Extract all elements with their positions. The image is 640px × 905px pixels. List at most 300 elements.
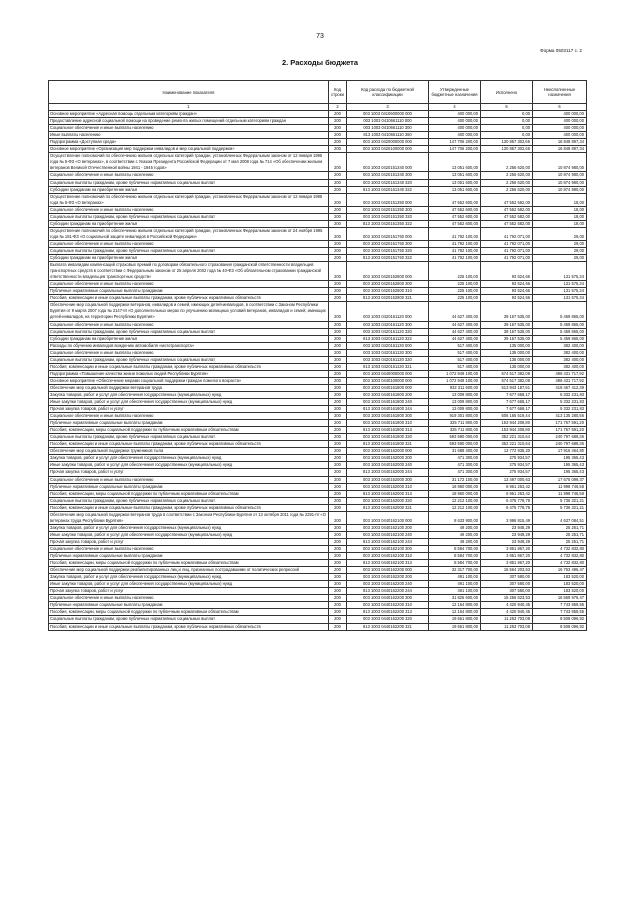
- table-row: [49, 288, 587, 295]
- row-budget-code-cell: 003 1003 0440162000 200: [347, 455, 429, 462]
- row-executed-cell: 2 256 620,00: [481, 153, 533, 172]
- row-unexecuted-cell: 25 251,71: [533, 531, 587, 538]
- row-budget-code-cell: 003 1003 0440000000 000: [347, 370, 429, 377]
- row-executed-cell: 275 934,57: [481, 455, 533, 462]
- row-approved-cell: 19 661 800,00: [429, 623, 481, 630]
- row-line-code-cell: 200: [329, 623, 347, 630]
- row-budget-code-cell: 003 1003 0420151340 300: [347, 172, 429, 179]
- row-unexecuted-cell: 418 467 412,39: [533, 384, 587, 391]
- table-row: [49, 391, 587, 398]
- row-line-code-cell: 200: [329, 213, 347, 220]
- row-budget-code-cell: 813 1003 0420161130 321: [347, 363, 429, 370]
- row-budget-code-cell: 003 1003 0410661110 000: [347, 118, 429, 125]
- row-line-code-cell: 200: [329, 328, 347, 335]
- row-unexecuted-cell: 400 000,00: [533, 132, 587, 139]
- row-budget-code-cell: 003 1003 0420161120 000: [347, 302, 429, 321]
- row-line-code-cell: 200: [329, 588, 347, 595]
- row-unexecuted-cell: 10 874 980,00: [533, 179, 587, 186]
- row-executed-cell: 506 165 519,44: [481, 413, 533, 420]
- row-unexecuted-cell: 17 916 464,80: [533, 448, 587, 455]
- row-name-cell: Обеспечение мер социальной поддержки ветеранов труда в соответствии с Законом Республики Бурятия от 13 октября 2011 года № 2291-IV «О ветеранах труда Республики Бурятия»: [49, 511, 329, 524]
- table-row: [49, 377, 587, 384]
- row-name-cell: Социальные выплаты гражданам, кроме публичных нормативных социальных выплат: [49, 179, 329, 186]
- row-unexecuted-cell: 8 508 096,92: [533, 616, 587, 623]
- row-executed-cell: 4 420 940,45: [481, 602, 533, 609]
- row-executed-cell: 47 552 582,00: [481, 213, 533, 220]
- row-approved-cell: 325 711 800,00: [429, 420, 481, 427]
- row-executed-cell: 135 000,00: [481, 342, 533, 349]
- row-budget-code-cell: 813 1003 0440162100 313: [347, 560, 429, 567]
- row-line-code-cell: 200: [329, 206, 347, 213]
- row-unexecuted-cell: 195 365,43: [533, 462, 587, 469]
- table-row: [49, 193, 587, 206]
- page-number: 73: [316, 33, 324, 40]
- row-approved-cell: 400 000,00: [429, 111, 481, 118]
- table-row: [49, 560, 587, 567]
- table-row: [49, 399, 587, 406]
- row-budget-code-cell: 003 1003 0440162200 300: [347, 595, 429, 602]
- row-budget-code-cell: 003 1003 0440162000 310: [347, 483, 429, 490]
- row-line-code-cell: 200: [329, 179, 347, 186]
- row-name-cell: Субсидии гражданам на приобретение жилья: [49, 255, 329, 262]
- col-header-line-code: Код строки: [329, 81, 347, 104]
- row-unexecuted-cell: 18,00: [533, 220, 587, 227]
- row-name-cell: Прочая закупка товаров, работ и услуг: [49, 588, 329, 595]
- table-row: [49, 220, 587, 227]
- row-approved-cell: 44 627 400,00: [429, 321, 481, 328]
- row-approved-cell: 13 051 600,00: [429, 172, 481, 179]
- row-executed-cell: 6 475 778,79: [481, 497, 533, 504]
- row-approved-cell: 471 300,00: [429, 469, 481, 476]
- row-executed-cell: 0,00: [481, 132, 533, 139]
- row-budget-code-cell: 003 1003 0420151760 320: [347, 247, 429, 254]
- row-executed-cell: 47 552 582,00: [481, 220, 533, 227]
- row-executed-cell: 0,00: [481, 125, 533, 132]
- row-approved-cell: 517 400,00: [429, 363, 481, 370]
- row-budget-code-cell: 003 1003 0420152800 300: [347, 281, 429, 288]
- row-unexecuted-cell: 400 000,00: [533, 111, 587, 118]
- row-name-cell: Закупка товаров, работ и услуг для обеспечения государственных (муниципальных) нужд: [49, 455, 329, 462]
- row-executed-cell: 130 857 302,66: [481, 139, 533, 146]
- row-name-cell: Основное мероприятие «Адресная помощь отдельным категориям граждан»: [49, 111, 329, 118]
- row-unexecuted-cell: 382 400,00: [533, 342, 587, 349]
- row-line-code-cell: 200: [329, 295, 347, 302]
- row-name-cell: Иные закупки товаров, работ и услуг для обеспечения государственных (муниципальных) нужд: [49, 399, 329, 406]
- row-approved-cell: 18 960 000,00: [429, 483, 481, 490]
- row-budget-code-cell: 003 1003 0440161800 310: [347, 420, 429, 427]
- row-unexecuted-cell: 11 998 746,58: [533, 490, 587, 497]
- table-row: [49, 469, 587, 476]
- row-unexecuted-cell: 18,00: [533, 193, 587, 206]
- row-name-cell: Социальное обеспечение и иные выплаты населению: [49, 206, 329, 213]
- row-executed-cell: 7 677 668,17: [481, 406, 533, 413]
- row-name-cell: Пособия, компенсации, меры социальной поддержки по публичным нормативным обязательствам: [49, 560, 329, 567]
- col-number: 5: [481, 104, 533, 111]
- row-unexecuted-cell: 382 400,00: [533, 356, 587, 363]
- row-executed-cell: 39 167 535,00: [481, 321, 533, 328]
- table-row: [49, 546, 587, 553]
- row-line-code-cell: 200: [329, 172, 347, 179]
- row-name-cell: Социальное обеспечение и иные выплаты населению: [49, 125, 329, 132]
- row-line-code-cell: 200: [329, 118, 347, 125]
- row-approved-cell: 225 100,00: [429, 295, 481, 302]
- row-approved-cell: 400 000,00: [429, 118, 481, 125]
- table-row: [49, 427, 587, 434]
- table-row: [49, 179, 587, 186]
- row-approved-cell: 932 311 600,00: [429, 384, 481, 391]
- table-row: [49, 213, 587, 220]
- row-budget-code-cell: 813 1003 0420151340 322: [347, 186, 429, 193]
- row-unexecuted-cell: 171 767 591,20: [533, 420, 587, 427]
- row-budget-code-cell: 003 1003 0440162200 320: [347, 616, 429, 623]
- column-number-row: [49, 104, 587, 111]
- row-executed-cell: 15 564 203,53: [481, 567, 533, 574]
- row-unexecuted-cell: 16 848 897,34: [533, 146, 587, 153]
- row-approved-cell: 32 317 700,00: [429, 567, 481, 574]
- row-executed-cell: 0,00: [481, 111, 533, 118]
- row-approved-cell: 47 552 600,00: [429, 193, 481, 206]
- row-approved-cell: 593 590 000,00: [429, 434, 481, 441]
- row-unexecuted-cell: 25 251,71: [533, 538, 587, 545]
- row-name-cell: Закупка товаров, работ и услуг для обеспечения государственных (муниципальных) нужд: [49, 391, 329, 398]
- row-approved-cell: 41 792 100,00: [429, 240, 481, 247]
- row-executed-cell: 153 944 208,80: [481, 420, 533, 427]
- table-row: [49, 132, 587, 139]
- table-header-row: [49, 81, 587, 104]
- row-budget-code-cell: 003 1003 0440162000 320: [347, 497, 429, 504]
- row-name-cell: Закупка товаров, работ и услуг для обеспечения государственных (муниципальных) нужд: [49, 524, 329, 531]
- row-budget-code-cell: 003 1003 0440162000 300: [347, 476, 429, 483]
- row-unexecuted-cell: 18,00: [533, 213, 587, 220]
- row-budget-code-cell: 813 1003 0440161800 244: [347, 406, 429, 413]
- row-line-code-cell: 200: [329, 391, 347, 398]
- table-row: [49, 118, 587, 125]
- row-name-cell: Социальное обеспечение и иные выплаты населению: [49, 281, 329, 288]
- row-executed-cell: 41 792 071,00: [481, 255, 533, 262]
- row-approved-cell: 13 009 800,00: [429, 391, 481, 398]
- row-unexecuted-cell: 498 431 717,92: [533, 370, 587, 377]
- table-row: [49, 616, 587, 623]
- table-row: [49, 476, 587, 483]
- row-name-cell: Пособия, компенсации и иные социальные выплаты гражданам, кроме публичных нормативных обязательств: [49, 504, 329, 511]
- row-line-code-cell: 200: [329, 609, 347, 616]
- row-budget-code-cell: 003 1003 0440162100 300: [347, 546, 429, 553]
- row-budget-code-cell: 813 1003 0420152800 321: [347, 295, 429, 302]
- row-executed-cell: 352 221 310,64: [481, 441, 533, 448]
- row-executed-cell: 93 524,66: [481, 295, 533, 302]
- row-executed-cell: 275 934,57: [481, 462, 533, 469]
- row-unexecuted-cell: 16 569 976,47: [533, 595, 587, 602]
- row-executed-cell: 513 843 187,61: [481, 384, 533, 391]
- row-approved-cell: 471 300,00: [429, 462, 481, 469]
- row-executed-cell: 307 580,00: [481, 581, 533, 588]
- row-line-code-cell: 200: [329, 227, 347, 240]
- row-budget-code-cell: 003 1003 0420100000 000: [347, 146, 429, 153]
- table-row: [49, 553, 587, 560]
- row-approved-cell: 49 200,00: [429, 538, 481, 545]
- row-line-code-cell: 200: [329, 524, 347, 531]
- row-unexecuted-cell: 5 736 321,21: [533, 497, 587, 504]
- row-name-cell: Социальное обеспечение и иные выплаты населению: [49, 172, 329, 179]
- row-approved-cell: 8 584 700,00: [429, 546, 481, 553]
- row-executed-cell: 7 677 668,17: [481, 391, 533, 398]
- row-approved-cell: 13 009 800,00: [429, 406, 481, 413]
- row-executed-cell: 574 517 382,08: [481, 370, 533, 377]
- row-budget-code-cell: 003 1003 0440162000 240: [347, 462, 429, 469]
- row-name-cell: Основное мероприятие «Организация мер поддержки инвалидов и мер социальной поддержки»: [49, 146, 329, 153]
- row-name-cell: Пособия, компенсации и иные социальные выплаты гражданам, кроме публичных нормативных обязательств: [49, 623, 329, 630]
- row-executed-cell: 2 256 620,00: [481, 179, 533, 186]
- table-row: [49, 328, 587, 335]
- row-line-code-cell: 200: [329, 288, 347, 295]
- row-line-code-cell: 200: [329, 581, 347, 588]
- row-budget-code-cell: 003 1003 0420161120 300: [347, 321, 429, 328]
- row-unexecuted-cell: 4 732 832,80: [533, 553, 587, 560]
- row-name-cell: Публичные нормативные социальные выплаты гражданам: [49, 602, 329, 609]
- row-name-cell: Субсидии гражданам на приобретение жилья: [49, 186, 329, 193]
- table-row: [49, 281, 587, 288]
- table-row: [49, 321, 587, 328]
- row-approved-cell: 400 000,00: [429, 132, 481, 139]
- row-line-code-cell: 200: [329, 420, 347, 427]
- row-unexecuted-cell: 400 000,00: [533, 125, 587, 132]
- row-budget-code-cell: 003 1003 0440162100 000: [347, 511, 429, 524]
- row-unexecuted-cell: 400 000,00: [533, 118, 587, 125]
- row-budget-code-cell: 003 1003 0420152800 000: [347, 262, 429, 281]
- table-row: [49, 255, 587, 262]
- row-approved-cell: 31 826 600,00: [429, 595, 481, 602]
- row-executed-cell: 130 857 302,66: [481, 146, 533, 153]
- row-unexecuted-cell: 16 753 496,47: [533, 567, 587, 574]
- row-line-code-cell: 200: [329, 335, 347, 342]
- row-line-code-cell: 200: [329, 546, 347, 553]
- table-row: [49, 602, 587, 609]
- table-row: [49, 623, 587, 630]
- row-approved-cell: 13 009 800,00: [429, 399, 481, 406]
- row-line-code-cell: 200: [329, 146, 347, 153]
- row-budget-code-cell: 813 1003 0440162000 313: [347, 490, 429, 497]
- row-name-cell: Осуществление полномочий по обеспечению жильем отдельных категорий граждан, установленных Федеральным законом от 24 ноября 1995 года № 181-ФЗ «О социальной защите инвалидов в Российской Федерации»: [49, 227, 329, 240]
- row-unexecuted-cell: 29,00: [533, 255, 587, 262]
- row-approved-cell: 147 706 200,00: [429, 139, 481, 146]
- row-line-code-cell: 200: [329, 220, 347, 227]
- row-unexecuted-cell: 18,00: [533, 206, 587, 213]
- row-unexecuted-cell: 4 732 832,80: [533, 560, 587, 567]
- table-row: [49, 490, 587, 497]
- row-unexecuted-cell: 5 332 231,83: [533, 406, 587, 413]
- row-line-code-cell: 200: [329, 384, 347, 391]
- row-approved-cell: 47 552 600,00: [429, 220, 481, 227]
- row-approved-cell: 41 792 100,00: [429, 247, 481, 254]
- row-approved-cell: 517 400,00: [429, 356, 481, 363]
- row-name-cell: Социальные выплаты гражданам, кроме публичных нормативных социальных выплат: [49, 247, 329, 254]
- row-name-cell: Публичные нормативные социальные выплаты гражданам: [49, 553, 329, 560]
- row-line-code-cell: 200: [329, 462, 347, 469]
- expenses-table: [48, 80, 587, 631]
- row-name-cell: Иные закупки товаров, работ и услуг для обеспечения государственных (муниципальных) нужд: [49, 462, 329, 469]
- row-approved-cell: 400 000,00: [429, 125, 481, 132]
- row-budget-code-cell: 813 1003 0440162200 313: [347, 609, 429, 616]
- row-name-cell: Иные закупки товаров, работ и услуг для обеспечения государственных (муниципальных) нужд: [49, 531, 329, 538]
- row-line-code-cell: 200: [329, 193, 347, 206]
- row-line-code-cell: 200: [329, 490, 347, 497]
- row-unexecuted-cell: 5 459 865,00: [533, 302, 587, 321]
- row-budget-code-cell: 813 1003 0420151760 322: [347, 255, 429, 262]
- row-approved-cell: 13 051 600,00: [429, 179, 481, 186]
- row-executed-cell: 3 851 867,20: [481, 560, 533, 567]
- table-row: [49, 363, 587, 370]
- table-row: [49, 462, 587, 469]
- row-budget-code-cell: 003 1003 0410600000 000: [347, 111, 429, 118]
- row-approved-cell: 491 100,00: [429, 588, 481, 595]
- row-executed-cell: 23 948,29: [481, 531, 533, 538]
- table-row: [49, 448, 587, 455]
- row-executed-cell: 39 167 535,00: [481, 335, 533, 342]
- table-row: [49, 139, 587, 146]
- row-line-code-cell: 200: [329, 567, 347, 574]
- row-executed-cell: 39 167 535,00: [481, 302, 533, 321]
- row-budget-code-cell: 003 1003 0440162200 200: [347, 574, 429, 581]
- col-header-budget-code: Код расхода по бюджетной классификации: [347, 81, 429, 104]
- row-budget-code-cell: 003 1003 0420161130 300: [347, 349, 429, 356]
- section-title: 2. Расходы бюджета: [281, 58, 359, 67]
- row-unexecuted-cell: 8 508 096,92: [533, 623, 587, 630]
- row-line-code-cell: 200: [329, 356, 347, 363]
- row-name-cell: Обеспечение мер социальной поддержки тружеников тыла: [49, 448, 329, 455]
- table-row: [49, 511, 587, 524]
- row-approved-cell: 12 164 800,00: [429, 602, 481, 609]
- row-name-cell: Социальное обеспечение и иные выплаты населению: [49, 240, 329, 247]
- row-name-cell: Пособия, компенсации, меры социальной поддержки по публичным нормативным обязательствам: [49, 490, 329, 497]
- row-unexecuted-cell: 131 575,34: [533, 281, 587, 288]
- row-name-cell: Социальные выплаты гражданам, кроме публичных нормативных социальных выплат: [49, 497, 329, 504]
- row-line-code-cell: 200: [329, 434, 347, 441]
- row-approved-cell: 47 552 600,00: [429, 206, 481, 213]
- row-name-cell: Публичные нормативные социальные выплаты гражданам: [49, 483, 329, 490]
- row-approved-cell: 41 792 100,00: [429, 227, 481, 240]
- row-executed-cell: 307 580,00: [481, 588, 533, 595]
- table-row: [49, 434, 587, 441]
- row-unexecuted-cell: 25 251,71: [533, 524, 587, 531]
- row-unexecuted-cell: 29,00: [533, 240, 587, 247]
- row-executed-cell: 11 253 703,08: [481, 616, 533, 623]
- row-budget-code-cell: 003 1003 0420152800 310: [347, 288, 429, 295]
- row-unexecuted-cell: 240 797 689,36: [533, 434, 587, 441]
- row-name-cell: Пособия, компенсации, меры социальной поддержки по публичным нормативным обязательствам: [49, 609, 329, 616]
- row-name-cell: Пособия, компенсации, меры социальной поддержки по публичным нормативным обязательствам: [49, 427, 329, 434]
- row-unexecuted-cell: 195 365,43: [533, 455, 587, 462]
- table-row: [49, 370, 587, 377]
- row-name-cell: Иные выплаты населению: [49, 132, 329, 139]
- row-unexecuted-cell: 171 767 591,20: [533, 427, 587, 434]
- row-executed-cell: 153 944 208,80: [481, 427, 533, 434]
- row-unexecuted-cell: 17 675 099,37: [533, 476, 587, 483]
- row-line-code-cell: 200: [329, 255, 347, 262]
- col-header-unexecuted: Неисполненные назначения: [533, 81, 587, 104]
- row-executed-cell: 47 552 582,00: [481, 206, 533, 213]
- row-approved-cell: 8 584 700,00: [429, 560, 481, 567]
- row-executed-cell: 275 934,57: [481, 469, 533, 476]
- row-name-cell: Обеспечение мер социальной поддержки ветеранов, инвалидов и семей, имеющих детей-инвалидов, в соответствии с Законом Республики Бурятия от 9 марта 2007 года № 2147-III «О дополнительных мерах по улучшению жилищных условий ветеранов, инвалидов и семей, имеющих детей-инвалидов, на территории Республики Бурятия»: [49, 302, 329, 321]
- row-line-code-cell: 200: [329, 321, 347, 328]
- table-row: [49, 441, 587, 448]
- row-unexecuted-cell: 498 431 717,92: [533, 377, 587, 384]
- row-unexecuted-cell: 29,00: [533, 247, 587, 254]
- row-name-cell: Прочая закупка товаров, работ и услуг: [49, 538, 329, 545]
- row-unexecuted-cell: 7 743 859,55: [533, 602, 587, 609]
- row-approved-cell: 31 689 400,00: [429, 448, 481, 455]
- row-approved-cell: 225 100,00: [429, 288, 481, 295]
- row-executed-cell: 11 253 703,08: [481, 623, 533, 630]
- row-executed-cell: 13 772 935,20: [481, 448, 533, 455]
- row-name-cell: Предоставление адресной социальной помощи на проведение ремонта жилых помещений отдельным категориям граждан: [49, 118, 329, 125]
- row-unexecuted-cell: 16 848 897,34: [533, 139, 587, 146]
- table-row: [49, 349, 587, 356]
- col-number: 2: [329, 104, 347, 111]
- row-approved-cell: 49 200,00: [429, 524, 481, 531]
- row-executed-cell: 307 580,00: [481, 574, 533, 581]
- row-budget-code-cell: 003 1003 0440161800 240: [347, 399, 429, 406]
- row-budget-code-cell: 003 1003 0420151340 320: [347, 179, 429, 186]
- row-line-code-cell: 200: [329, 441, 347, 448]
- row-name-cell: Пособия, компенсации и иные социальные выплаты гражданам, кроме публичных нормативных обязательств: [49, 363, 329, 370]
- row-name-cell: Расходы по обучению инвалидов вождению автомобиля «мототранспорта»: [49, 342, 329, 349]
- row-unexecuted-cell: 183 520,00: [533, 581, 587, 588]
- row-approved-cell: 1 072 949 100,00: [429, 370, 481, 377]
- row-budget-code-cell: 003 1003 0440161800 000: [347, 384, 429, 391]
- row-executed-cell: 39 167 535,00: [481, 328, 533, 335]
- table-row: [49, 227, 587, 240]
- row-budget-code-cell: 003 1003 0420161130 000: [347, 342, 429, 349]
- row-name-cell: Пособия, компенсации и иные социальные выплаты гражданам, кроме публичных нормативных обязательств: [49, 295, 329, 302]
- row-approved-cell: 225 100,00: [429, 281, 481, 288]
- row-budget-code-cell: 003 1003 0420151340 000: [347, 153, 429, 172]
- row-budget-code-cell: 003 1003 0420161130 320: [347, 356, 429, 363]
- row-line-code-cell: 200: [329, 476, 347, 483]
- row-unexecuted-cell: 10 874 980,00: [533, 153, 587, 172]
- row-executed-cell: 352 221 310,64: [481, 434, 533, 441]
- table-row: [49, 262, 587, 281]
- row-name-cell: Прочая закупка товаров, работ и услуг: [49, 469, 329, 476]
- row-line-code-cell: 200: [329, 363, 347, 370]
- row-line-code-cell: 200: [329, 125, 347, 132]
- row-executed-cell: 93 524,66: [481, 281, 533, 288]
- table-row: [49, 609, 587, 616]
- col-header-name: Наименование показателя: [49, 81, 329, 104]
- row-executed-cell: 13 497 000,63: [481, 476, 533, 483]
- row-budget-code-cell: 003 1003 0440162100 200: [347, 524, 429, 531]
- row-approved-cell: 919 301 800,00: [429, 413, 481, 420]
- row-budget-code-cell: 813 1003 0440161800 321: [347, 441, 429, 448]
- row-line-code-cell: 200: [329, 616, 347, 623]
- row-name-cell: Социальное обеспечение и иные выплаты населению: [49, 321, 329, 328]
- row-approved-cell: 47 552 600,00: [429, 213, 481, 220]
- row-executed-cell: 47 552 582,00: [481, 193, 533, 206]
- table-row: [49, 420, 587, 427]
- table-row: [49, 406, 587, 413]
- row-approved-cell: 12 164 800,00: [429, 609, 481, 616]
- table-row: [49, 356, 587, 363]
- col-number: 3: [347, 104, 429, 111]
- row-line-code-cell: 200: [329, 595, 347, 602]
- row-line-code-cell: 200: [329, 574, 347, 581]
- row-approved-cell: 41 792 100,00: [429, 255, 481, 262]
- row-name-cell: Обеспечение мер социальной поддержки реабилитированных лиц и лиц, признанных пострадавшими от политических репрессий: [49, 567, 329, 574]
- row-name-cell: Социальные выплаты гражданам, кроме публичных нормативных социальных выплат: [49, 356, 329, 363]
- row-line-code-cell: 200: [329, 469, 347, 476]
- row-unexecuted-cell: 5 459 865,00: [533, 328, 587, 335]
- row-executed-cell: 0,00: [481, 118, 533, 125]
